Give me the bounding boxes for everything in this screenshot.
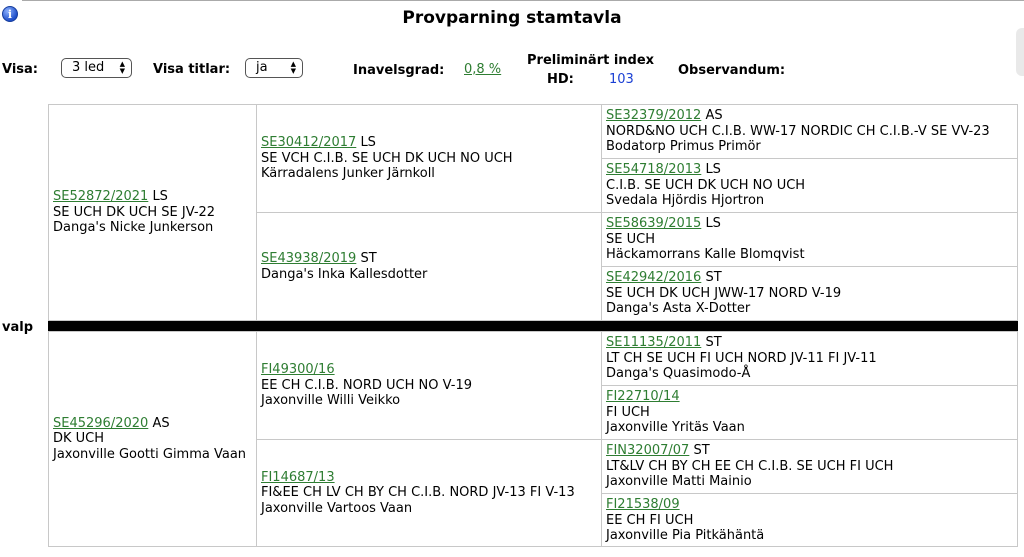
select-arrows-icon: ▲ ▼	[290, 60, 296, 75]
pedigree-cell-sdd	[601, 266, 1018, 321]
dog-name: Jaxonville Gootti Gimma Vaan	[53, 446, 247, 462]
visa-select[interactable]	[61, 58, 132, 78]
dog-name: Jaxonville Matti Mainio	[606, 474, 752, 489]
reg-link[interactable]: FI14687/13	[261, 469, 335, 485]
sex-code: AS	[705, 108, 723, 123]
sex-code: LS	[152, 189, 168, 205]
sex-code: AS	[152, 415, 170, 431]
titles: C.I.B. SE UCH DK UCH NO UCH	[606, 177, 806, 193]
titles: DK UCH	[53, 431, 105, 447]
visa-select-value: 3 led	[72, 60, 105, 75]
top-rule	[22, 0, 1024, 1]
dog-name: Jaxonville Willi Veikko	[261, 393, 401, 409]
pedigree-separator	[48, 321, 1018, 331]
page-title: Provparning stamtavla	[402, 8, 622, 28]
reg-link[interactable]: FI21538/09	[606, 497, 680, 512]
titles: EE CH FI UCH	[606, 512, 694, 528]
sex-code: LS	[705, 216, 721, 231]
titles: SE VCH C.I.B. SE UCH DK UCH NO UCH	[261, 150, 513, 166]
titles: FI UCH	[606, 404, 650, 420]
sex-code: ST	[705, 335, 722, 350]
dog-name: Danga's Quasimodo-Å	[606, 366, 751, 381]
titles: SE UCH DK UCH SE JV-22	[53, 204, 216, 220]
pedigree-cell-sire-sire	[256, 104, 602, 213]
pedigree-cell-ddd	[601, 493, 1018, 547]
reg-link[interactable]: SE42942/2016	[606, 270, 702, 285]
titles: SE UCH	[606, 231, 655, 247]
dog-name: Jaxonville Pia Pitkähäntä	[606, 528, 765, 543]
pedigree-cell-sire-dam	[256, 212, 602, 321]
reg-link[interactable]: SE52872/2021	[53, 189, 149, 205]
side-tab[interactable]	[1016, 28, 1024, 76]
pedigree-cell-dsd	[601, 385, 1018, 440]
pedigree-cell-sss	[601, 104, 1018, 159]
dog-name: Danga's Inka Kallesdotter	[261, 266, 428, 282]
titles-label: Visa titlar:	[153, 62, 231, 77]
dog-name: Häckamorrans Kalle Blomqvist	[606, 247, 805, 262]
dog-name: Svedala Hjördis Hjortron	[606, 193, 765, 208]
titles: LT&LV CH BY CH EE CH C.I.B. SE UCH FI UCH	[606, 458, 894, 474]
titles: EE CH C.I.B. NORD UCH NO V-19	[261, 377, 472, 393]
titles: LT CH SE UCH FI UCH NORD JV-11 FI JV-11	[606, 350, 877, 366]
observandum-label: Observandum:	[678, 63, 786, 78]
reg-link[interactable]: SE43938/2019	[261, 251, 357, 266]
reg-link[interactable]: SE30412/2017	[261, 135, 357, 151]
titles: SE UCH DK UCH JWW-17 NORD V-19	[606, 285, 842, 301]
sex-code: ST	[360, 251, 377, 266]
sex-code: ST	[705, 270, 722, 285]
dog-name: Danga's Asta X-Dotter	[606, 301, 751, 316]
dog-name: Kärradalens Junker Järnkoll	[261, 166, 435, 182]
sex-code: LS	[360, 135, 376, 151]
subject-label: valp	[2, 320, 34, 335]
info-icon[interactable]: i	[2, 6, 18, 22]
pedigree-cell-dds	[601, 439, 1018, 494]
inbreeding-label: Inavelsgrad:	[353, 63, 445, 78]
titles: FI&EE CH LV CH BY CH C.I.B. NORD JV-13 FI V-13	[261, 485, 575, 501]
inbreeding-value-link[interactable]: 0,8 %	[464, 62, 502, 77]
dog-name: Bodatorp Primus Primör	[606, 139, 761, 154]
pedigree-cell-sds	[601, 212, 1018, 267]
pedigree-cell-dam-sire	[256, 331, 602, 440]
pedigree-cell-dam-dam	[256, 439, 602, 547]
dog-name: Jaxonville Yritäs Vaan	[606, 420, 745, 435]
pedigree-cell-ssd	[601, 158, 1018, 213]
sex-code: LS	[705, 162, 721, 177]
reg-link[interactable]: SE54718/2013	[606, 162, 702, 177]
pedigree-cell-dss	[601, 331, 1018, 386]
visa-label: Visa:	[2, 62, 38, 77]
pedigree-cell-dam	[48, 331, 257, 547]
titles-select-value: ja	[256, 60, 268, 75]
reg-link[interactable]: SE32379/2012	[606, 108, 702, 123]
reg-link[interactable]: SE11135/2011	[606, 335, 702, 350]
pedigree-cell-sire	[48, 104, 257, 321]
select-arrows-icon: ▲ ▼	[119, 60, 125, 75]
reg-link[interactable]: FI22710/14	[606, 389, 680, 404]
dog-name: Jaxonville Vartoos Vaan	[261, 500, 413, 516]
hd-label: HD:	[547, 72, 574, 87]
titles-select[interactable]	[245, 58, 303, 78]
reg-link[interactable]: FI49300/16	[261, 362, 335, 378]
titles: NORD&NO UCH C.I.B. WW-17 NORDIC CH C.I.B.-V SE VV-23	[606, 123, 990, 139]
hd-index-value: 103	[609, 72, 634, 87]
dog-name: Danga's Nicke Junkerson	[53, 220, 214, 236]
reg-link[interactable]: SE45296/2020	[53, 415, 149, 431]
index-label: Preliminärt index	[527, 53, 655, 68]
reg-link[interactable]: SE58639/2015	[606, 216, 702, 231]
sex-code: ST	[693, 443, 710, 458]
reg-link[interactable]: FIN32007/07	[606, 443, 690, 458]
